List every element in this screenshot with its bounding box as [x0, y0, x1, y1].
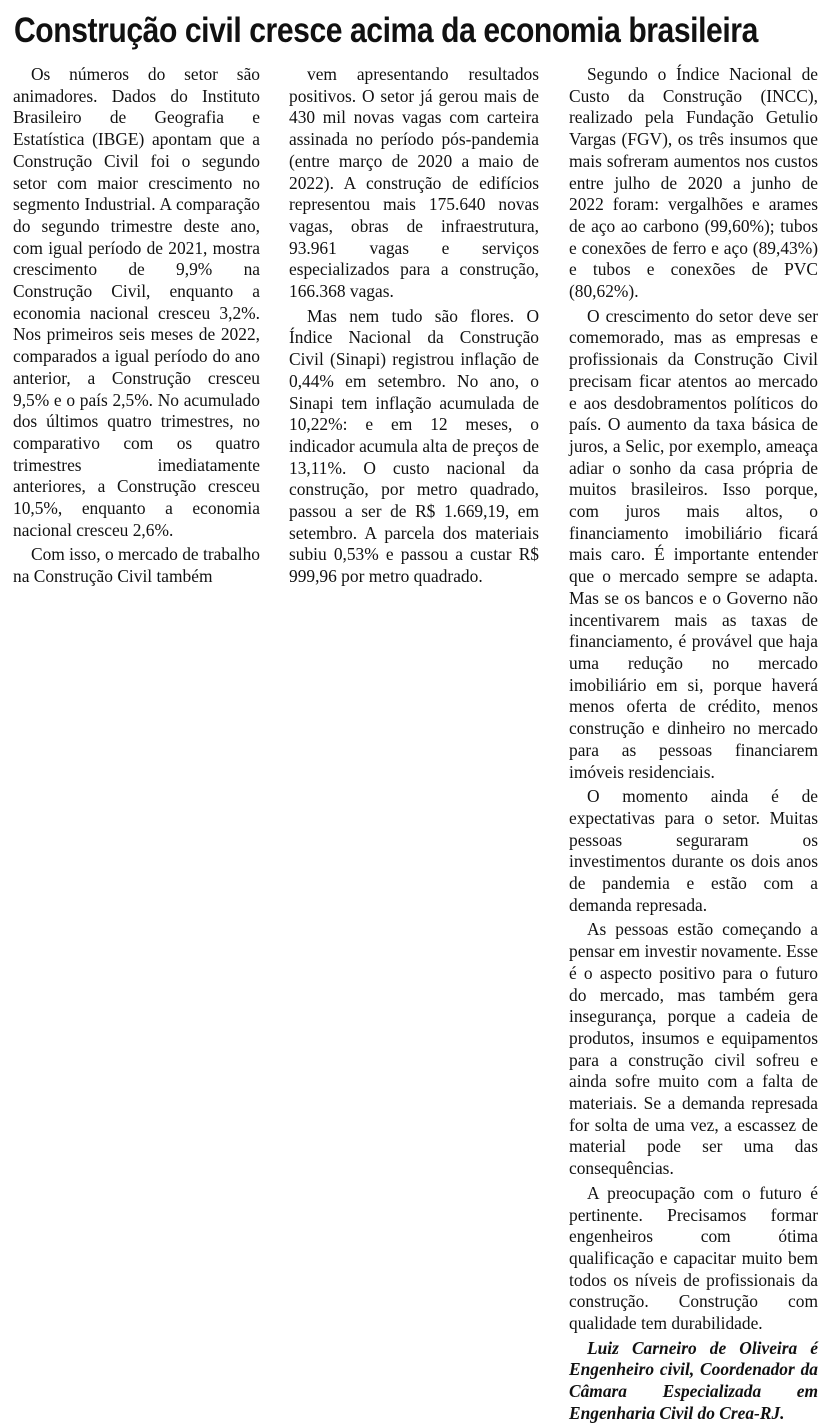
author-byline: Luiz Carneiro de Oliveira é Engenheiro civil, Coordenador da Câmara Especializada em Engenharia Civil do Crea-RJ.: [569, 1337, 818, 1423]
paragraph: Com isso, o mercado de trabalho na Construção Civil também: [13, 544, 260, 587]
article-column-1: [13, 64, 260, 591]
article-column-3: [569, 64, 818, 1428]
paragraph: O momento ainda é de expectativas para o setor. Muitas pessoas seguraram os investimentos durante os dois anos de pandemia e estão com a demanda represada.: [569, 786, 818, 915]
paragraph: Segundo o Índice Nacional de Custo da Construção (INCC), realizado pela Fundação Getulio Vargas (FGV), os três insumos que mais sofreram aumentos nos custos entre julho de 2020 a junho de 2022 foram: vergalhões e arames de aço ao carbono (99,60%); tubos e conexões de ferro e aço (89,43%) e tubos e conexões de PVC (80,62%).: [569, 64, 818, 302]
paragraph: Os números do setor são animadores. Dados do Instituto Brasileiro de Geografia e Estatística (IBGE) apontam que a Construção Civil foi o segundo setor com maior crescimento no segmento Industrial. A comparação do segundo trimestre deste ano, com igual período de 2021, mostra crescimento de 9,9% na Construção Civil, enquanto a economia nacional cresceu 3,2%. Nos primeiros seis meses de 2022, comparados a igual período do ano anterior, a Construção cresceu 9,5% e o país 2,5%. No acumulado dos últimos quatro trimestres, no comparativo com os quatro trimestres imediatamente anteriores, a Construção cresceu 10,5%, enquanto a economia nacional cresceu 2,6%.: [13, 64, 260, 540]
paragraph: Mas nem tudo são flores. O Índice Nacional da Construção Civil (Sinapi) registrou inflação de 0,44% em setembro. No ano, o Sinapi tem inflação acumulada de 10,22%: e em 12 meses, o indicador acumula alta de preços de 13,11%. O custo nacional da construção, por metro quadrado, passou a ser de R$ 1.669,19, em setembro. A parcela dos materiais subiu 0,53% e passou a custar R$ 999,96 por metro quadrado.: [289, 305, 539, 587]
headline: Construção civil cresce acima da economia brasileira: [14, 11, 758, 50]
paragraph: vem apresentando resultados positivos. O setor já gerou mais de 430 mil novas vagas com carteira assinada no período pós-pandemia (entre março de 2020 a maio de 2022). A construção de edifícios representou mais 175.640 novas vagas, obras de infraestrutura, 93.961 vagas e serviços especializados para a construção, 166.368 vagas.: [289, 64, 539, 302]
paragraph: As pessoas estão começando a pensar em investir novamente. Esse é o aspecto positivo para o futuro do mercado, mas também gera insegurança, porque a cadeia de produtos, insumos e equipamentos para a construção civil sofreu e ainda sofre muito com a falta de materiais. Se a demanda represada for solta de uma vez, a escassez de material pode ser uma das consequências.: [569, 919, 818, 1179]
paragraph: A preocupação com o futuro é pertinente. Precisamos formar engenheiros com ótima qualificação e capacitar muito bem todos os níveis de profissionais da construção. Construção com qualidade tem durabilidade.: [569, 1182, 818, 1334]
article-column-2: [289, 64, 539, 591]
paragraph: O crescimento do setor deve ser comemorado, mas as empresas e profissionais da Construção Civil precisam ficar atentos ao mercado e aos desdobramentos políticos do país. O aumento da taxa básica de juros, a Selic, por exemplo, ameaça adiar o sonho da casa própria de muitos brasileiros. Isso porque, com juros mais altos, o financiamento imobiliário ficará mais caro. É importante entender que o mercado sempre se adapta. Mas se os bancos e o Governo não incentivarem mais as taxas de financiamento, é provável que haja uma redução no mercado imobiliário em si, porque haverá menos oferta de crédito, menos construção e dinheiro no mercado para as pessoas financiarem imóveis residenciais.: [569, 305, 818, 782]
